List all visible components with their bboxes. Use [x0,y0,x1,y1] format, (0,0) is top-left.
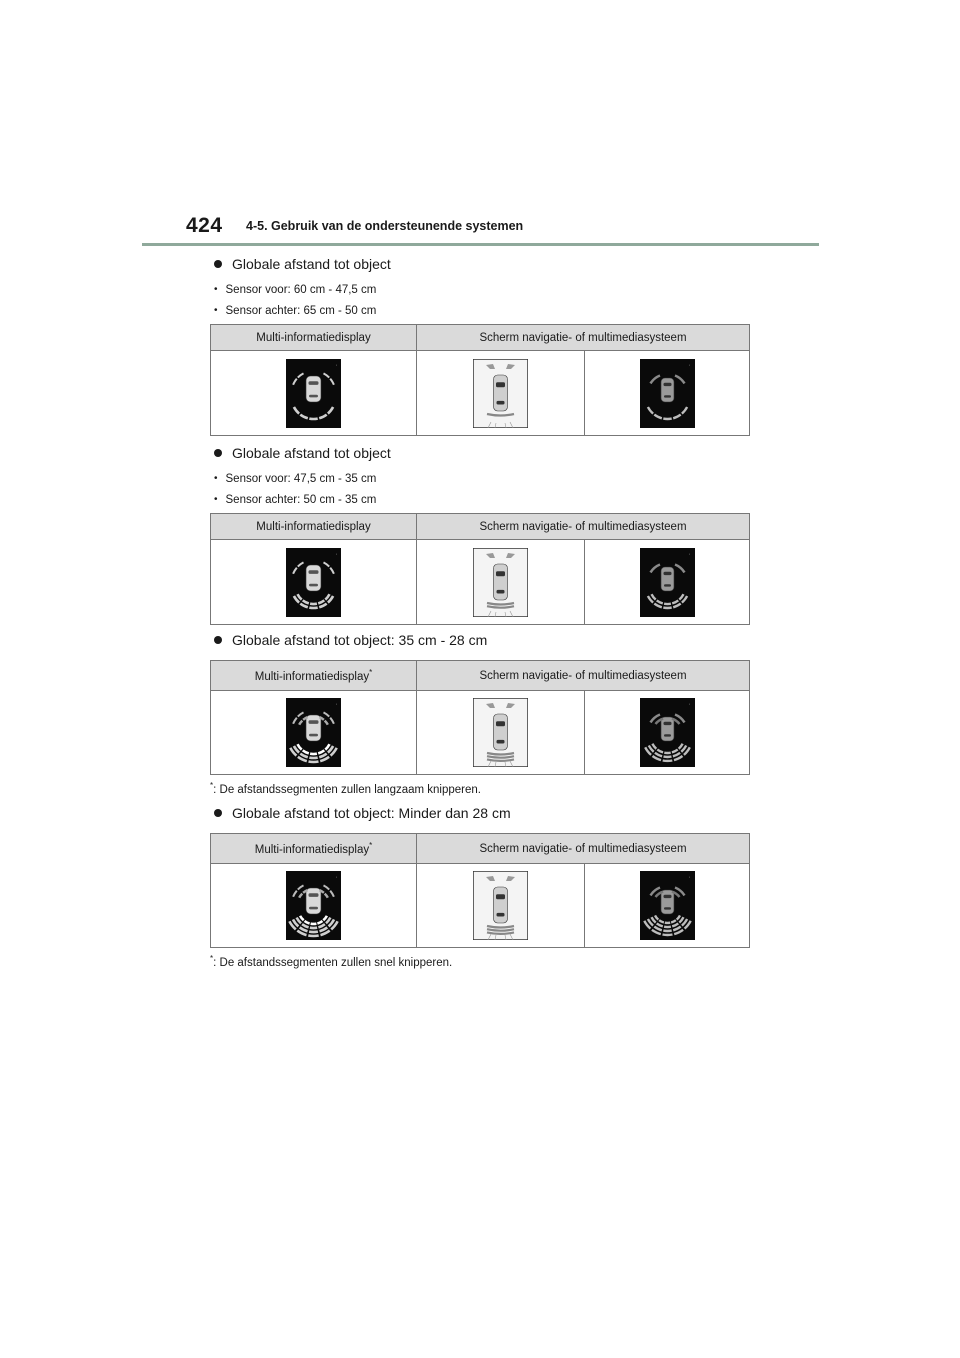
display-table-4 [210,833,750,948]
multimedia-display-thumbnail [640,359,695,428]
column-header-navigation: Scherm navigatie- of multimediasysteem [417,834,750,864]
section-heading: Globale afstand tot object: Minder dan 28 cm [232,805,511,821]
header-rule [142,243,819,246]
svg-text:▪: ▪ [336,362,338,367]
sub-item: • Sensor voor: 60 cm - 47,5 cm [214,283,377,296]
chapter-title: 4-5. Gebruik van de ondersteunende systemen [246,219,524,233]
section-4 [210,803,750,823]
display-table-3 [210,660,750,775]
sub-item: • Sensor voor: 47,5 cm - 35 cm [214,472,377,485]
section-heading: Globale afstand tot object [232,445,391,461]
footnote: *: De afstandssegmenten zullen langzaam knipperen. [210,781,481,796]
column-header-navigation: Scherm navigatie- of multimediasysteem [417,514,750,540]
mid-display-thumbnail [286,871,341,940]
section-heading: Globale afstand tot object: 35 cm - 28 cm [232,632,488,648]
svg-text:▪: ▪ [336,875,338,879]
sub-item: • Sensor achter: 65 cm - 50 cm [214,304,377,317]
svg-text:▪: ▪ [688,362,690,367]
multimedia-display-thumbnail [640,871,695,940]
display-table-2 [210,513,750,625]
bullet-icon [214,449,222,457]
svg-text:▪: ▪ [688,875,690,879]
column-header-mid: Multi-informatiedisplay* [211,661,417,691]
column-header-mid: Multi-informatiedisplay [211,514,417,540]
navigation-display-thumbnail [473,359,528,428]
navigation-display-thumbnail [473,548,528,617]
section-3 [210,630,750,650]
section-heading: Globale afstand tot object [232,256,391,272]
display-table-1 [210,324,750,436]
svg-text:▪: ▪ [336,702,338,706]
sub-item: • Sensor achter: 50 cm - 35 cm [214,493,377,506]
navigation-display-thumbnail [473,871,528,940]
svg-text:▪: ▪ [688,551,690,556]
mid-display-thumbnail [286,698,341,767]
column-header-navigation: Scherm navigatie- of multimediasysteem [417,325,750,351]
section-2 [210,443,750,507]
multimedia-display-thumbnail [640,548,695,617]
column-header-mid: Multi-informatiedisplay* [211,834,417,864]
svg-text:▪: ▪ [688,702,690,706]
mid-display-thumbnail [286,359,341,428]
svg-text:▪: ▪ [336,551,338,556]
bullet-icon [214,636,222,644]
column-header-mid: Multi-informatiedisplay [211,325,417,351]
column-header-navigation: Scherm navigatie- of multimediasysteem [417,661,750,691]
section-1 [210,254,750,318]
mid-display-thumbnail [286,548,341,617]
footnote: *: De afstandssegmenten zullen snel knipperen. [210,954,453,969]
navigation-display-thumbnail [473,698,528,767]
bullet-icon [214,260,222,268]
page-number: 424 [186,214,223,237]
multimedia-display-thumbnail [640,698,695,767]
bullet-icon [214,809,222,817]
